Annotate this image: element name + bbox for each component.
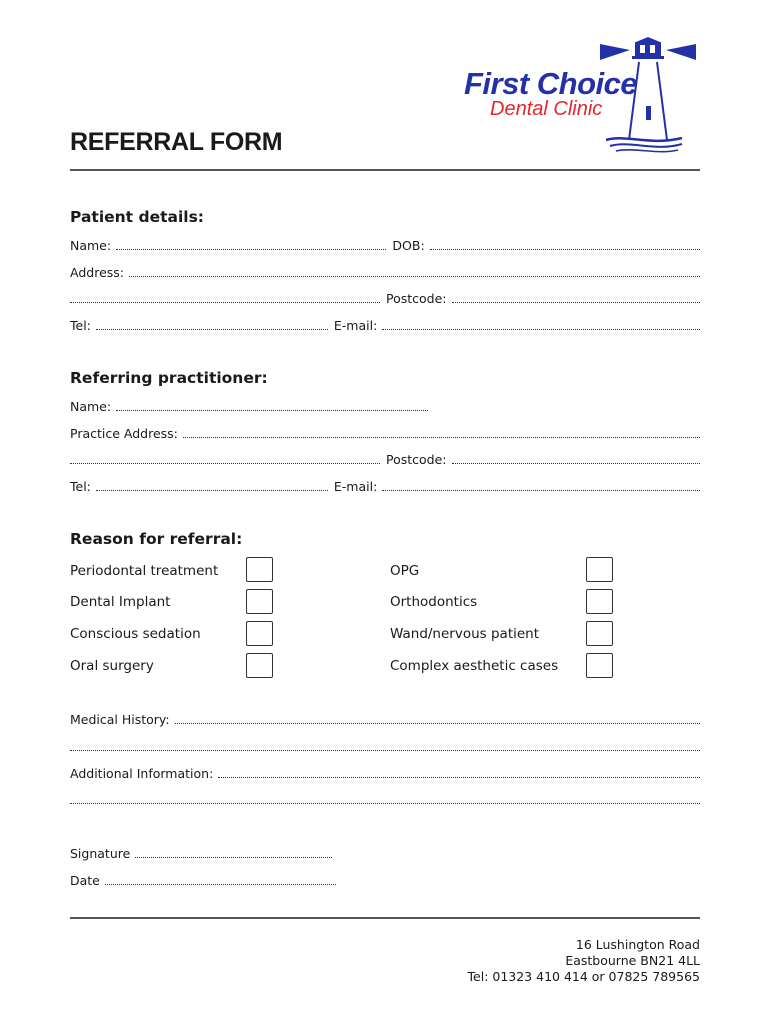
- patient-contact-row: [70, 317, 700, 333]
- option-wand-checkbox[interactable]: [586, 621, 613, 646]
- medical-history-row-2: [70, 738, 700, 754]
- practitioner-address-field[interactable]: [183, 434, 700, 438]
- additional-info-field-2[interactable]: [70, 800, 700, 804]
- practitioner-heading: Referring practitioner:: [70, 369, 268, 387]
- clinic-name: First Choice: [464, 66, 638, 101]
- footer-address-line1: 16 Lushington Road: [575, 937, 700, 952]
- footer-address: [468, 937, 700, 985]
- option-implant-checkbox[interactable]: [246, 589, 273, 614]
- option-sedation-label: Conscious sedation: [70, 626, 201, 642]
- medical-history-row: [70, 711, 700, 727]
- clinic-subtitle: Dental Clinic: [490, 98, 603, 120]
- practitioner-name-field[interactable]: [116, 407, 428, 411]
- patient-tel-field[interactable]: [96, 326, 328, 330]
- practitioner-email-field[interactable]: [382, 487, 700, 491]
- title-divider: [70, 169, 700, 171]
- patient-address-row: [70, 264, 700, 280]
- medical-history-field-2[interactable]: [70, 747, 700, 751]
- patient-tel-label: Tel:: [70, 318, 91, 333]
- option-implant-label: Dental Implant: [70, 594, 171, 610]
- additional-info-field[interactable]: [218, 774, 700, 778]
- signature-row: [70, 845, 700, 861]
- practitioner-name-label: Name:: [70, 399, 112, 414]
- option-aesthetic-label: Complex aesthetic cases: [390, 658, 559, 674]
- footer-phone: Tel: 01323 410 414 or 07825 789565: [467, 969, 700, 984]
- practitioner-tel-field[interactable]: [96, 487, 328, 491]
- patient-address-label: Address:: [70, 265, 124, 280]
- patient-dob-field[interactable]: [430, 246, 700, 250]
- footer-address-line2: Eastbourne BN21 4LL: [565, 953, 700, 968]
- date-label: Date: [70, 873, 100, 888]
- option-oral-surgery-checkbox[interactable]: [246, 653, 273, 678]
- medical-history-field[interactable]: [175, 720, 700, 724]
- practitioner-address2-field[interactable]: [70, 460, 380, 464]
- patient-details-heading: Patient details:: [70, 208, 205, 226]
- practitioner-name-row: [70, 398, 700, 414]
- option-opg-label: OPG: [390, 563, 420, 579]
- signature-field[interactable]: [135, 854, 332, 858]
- practitioner-email-label: E-mail:: [333, 479, 378, 494]
- patient-address-field[interactable]: [129, 273, 700, 277]
- option-oral-surgery-label: Oral surgery: [70, 658, 154, 674]
- patient-address2-field[interactable]: [70, 299, 380, 303]
- option-periodontal-label: Periodontal treatment: [70, 563, 219, 579]
- date-row: [70, 872, 700, 888]
- additional-info-row-2: [70, 791, 700, 807]
- option-sedation-checkbox[interactable]: [246, 621, 273, 646]
- option-orthodontics-checkbox[interactable]: [586, 589, 613, 614]
- patient-name-field[interactable]: [116, 246, 386, 250]
- patient-postcode-label: Postcode:: [386, 291, 447, 306]
- patient-address2-row: [70, 290, 700, 306]
- footer-divider: [70, 917, 700, 919]
- patient-name-label: Name:: [70, 238, 112, 253]
- practitioner-postcode-label: Postcode:: [386, 452, 447, 467]
- practitioner-postcode-field[interactable]: [452, 460, 700, 464]
- option-orthodontics-label: Orthodontics: [390, 594, 478, 610]
- patient-email-field[interactable]: [382, 326, 700, 330]
- patient-email-label: E-mail:: [333, 318, 378, 333]
- practitioner-tel-label: Tel:: [70, 479, 91, 494]
- referral-heading: Reason for referral:: [70, 530, 243, 548]
- date-field[interactable]: [105, 881, 336, 885]
- option-wand-label: Wand/nervous patient: [390, 626, 540, 642]
- practitioner-contact-row: [70, 478, 700, 494]
- patient-dob-label: DOB:: [392, 238, 425, 253]
- option-aesthetic-checkbox[interactable]: [586, 653, 613, 678]
- medical-history-label: Medical History:: [70, 712, 170, 727]
- practitioner-address-label: Practice Address:: [70, 426, 178, 441]
- option-opg-checkbox[interactable]: [586, 557, 613, 582]
- practitioner-address2-row: [70, 451, 700, 467]
- practitioner-address-row: [70, 425, 700, 441]
- additional-info-label: Additional Information:: [70, 766, 214, 781]
- patient-postcode-field[interactable]: [452, 299, 700, 303]
- patient-name-row: [70, 237, 700, 253]
- option-periodontal-checkbox[interactable]: [246, 557, 273, 582]
- additional-info-row: [70, 765, 700, 781]
- form-title: REFERRAL FORM: [70, 128, 283, 156]
- signature-label: Signature: [70, 846, 131, 861]
